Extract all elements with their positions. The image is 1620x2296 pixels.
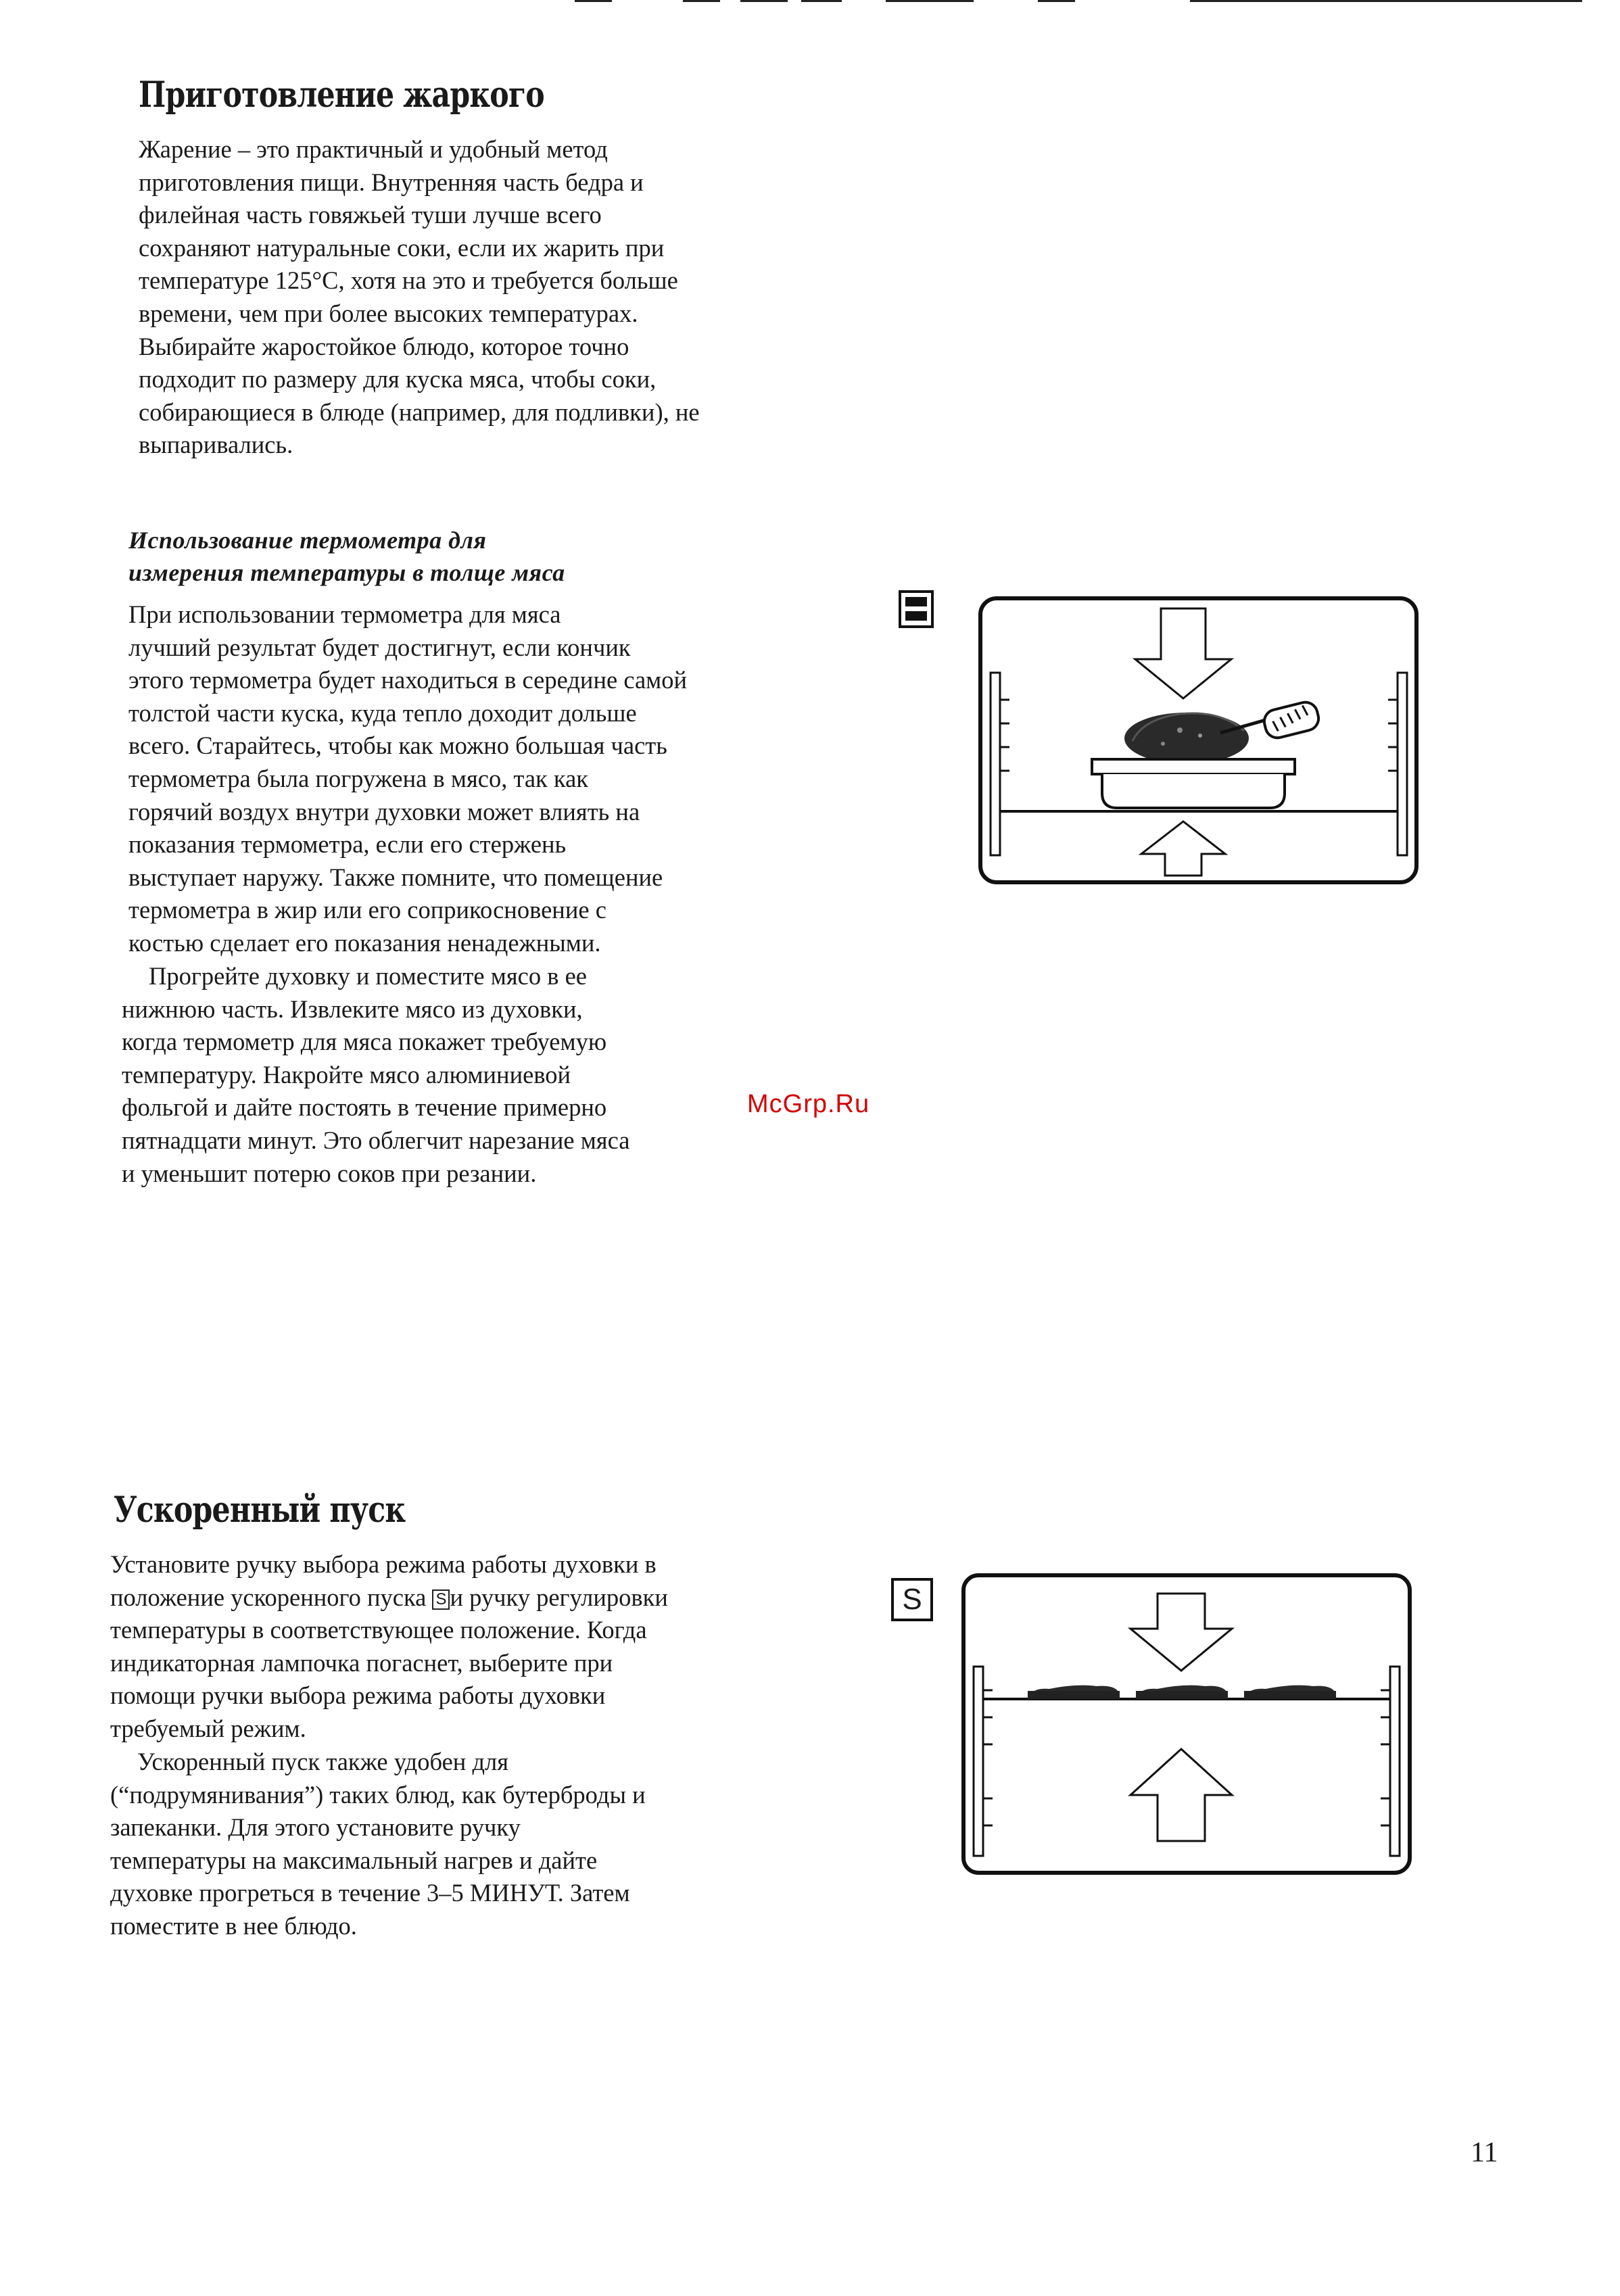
text-line: запеканки. Для этого установите ручку	[110, 1813, 521, 1842]
text-line: Ускоренный пуск также удобен для	[137, 1748, 509, 1775]
text-line: фольгой и дайте постоять в течение примерно	[122, 1093, 607, 1122]
title-line: измерения температуры в толще мяса	[128, 559, 565, 586]
text-line: термометра в жир или его соприкосновение с	[128, 896, 606, 924]
text-line: выпаривались.	[139, 431, 293, 459]
text-line: собирающиеся в блюде (например, для подливки), не	[139, 398, 700, 426]
text-line: температуры на максимальный нагрев и дайте	[110, 1846, 598, 1874]
subsection-title-thermometer	[128, 524, 565, 589]
heat-arrow-up-icon	[1141, 821, 1225, 876]
text-line: костью сделает его показания ненадежными.	[128, 928, 601, 957]
oven-fast-start-diagram	[960, 1572, 1433, 1883]
top-rule	[801, 0, 842, 2]
text-line: лучший результат будет достигнут, если кончик	[128, 633, 631, 661]
heat-arrow-down-icon	[1130, 1594, 1232, 1671]
top-rule	[683, 0, 720, 2]
text-line: нижнюю часть. Извлеките мясо из духовки,	[122, 995, 583, 1023]
top-rule	[575, 0, 612, 2]
text-line: температуре 125°С, хотя на это и требуется больше	[139, 266, 678, 295]
text-line: температуру. Накройте мясо алюминиевой	[122, 1060, 571, 1089]
text-line: когда термометр для мяса покажет требуемую	[122, 1028, 607, 1056]
toast-sandwich-icon	[1244, 1685, 1336, 1699]
text-line: Выбирайте жаростойкое блюдо, которое точно	[139, 332, 629, 360]
text-segment: и ручку регулировки	[450, 1583, 668, 1611]
text-line: выступает наружу. Также помните, что помещение	[128, 863, 663, 891]
text-line: сохраняют натуральные соки, если их жарить при	[139, 233, 665, 262]
thermometer-paragraph-1	[128, 598, 872, 960]
roasting-dish-icon	[1092, 759, 1295, 808]
text-line: показания термометра, если его стержень	[128, 830, 567, 859]
text-line: горячий воздух внутри духовки может влиять на	[128, 797, 640, 826]
text-line: толстой части куска, куда тепло доходит дольше	[128, 698, 637, 727]
text-line: Прогрейте духовку и поместите мясо в ее	[149, 962, 587, 990]
text-line: приготовления пищи. Внутренняя часть бедра и	[139, 168, 644, 196]
roasting-paragraph	[139, 133, 882, 462]
text-line: всего. Старайтесь, чтобы как можно большая часть	[128, 732, 667, 760]
text-line: Жарение – это практичный и удобный метод	[139, 135, 608, 163]
text-line: температуры в соответствующее положение. Когда	[110, 1616, 647, 1644]
top-rule	[886, 0, 974, 2]
text-line: филейная часть говяжьей туши лучше всего	[139, 201, 602, 229]
text-line: поместите в нее блюдо.	[110, 1911, 357, 1940]
text-line: Установите ручку выбора режима работы духовки в	[110, 1550, 657, 1578]
section-title-roasting: Приготовление жаркого	[139, 74, 544, 116]
text-line: этого термометра будет находиться в середине самой	[128, 666, 688, 694]
text-line: духовке прогреться в течение 3–5 МИНУТ. Затем	[110, 1879, 630, 1907]
text-line: пятнадцати минут. Это облегчит нарезание мяса	[122, 1126, 630, 1154]
fast-start-paragraph-2	[110, 1746, 867, 1943]
page-number: 11	[1471, 2137, 1498, 2168]
watermark: McGrp.Ru	[747, 1090, 870, 1118]
roast-meat-icon	[1124, 713, 1249, 764]
heat-arrow-down-icon	[1135, 608, 1231, 698]
text-line: помощи ручки выбора режима работы духовки	[110, 1681, 606, 1710]
fast-start-paragraph-1	[110, 1548, 867, 1746]
text-line: требуемый режим.	[110, 1714, 306, 1742]
text-line: термометра была погружена в мясо, так как	[128, 764, 589, 792]
thermometer-paragraph-2	[122, 960, 872, 1190]
fast-start-symbol-icon: S	[432, 1589, 450, 1610]
heat-arrow-up-icon	[1130, 1749, 1232, 1841]
toast-sandwich-icon	[1028, 1685, 1120, 1699]
toast-sandwich-icon	[1136, 1685, 1228, 1699]
text-line: подходит по размеру для куска мяса, чтобы соки,	[139, 365, 657, 393]
text-line: индикаторная лампочка погаснет, выберите при	[110, 1648, 613, 1677]
text-segment: положение ускоренного пуска	[110, 1583, 433, 1611]
top-rule	[1038, 0, 1075, 2]
text-line: и уменьшит потерю соков при резании.	[122, 1159, 537, 1187]
top-bottom-heat-icon	[900, 592, 932, 627]
fast-start-mode-icon: S	[891, 1578, 933, 1621]
section-title-fast-start: Ускоренный пуск	[114, 1489, 406, 1531]
title-line: Использование термометра для	[128, 527, 487, 554]
oven-roasting-diagram	[889, 581, 1430, 892]
text-line: (“подрумянивания”) таких блюд, как бутерброды и	[110, 1780, 646, 1809]
text-line: При использовании термометра для мяса	[128, 600, 561, 628]
top-rule	[1190, 0, 1582, 2]
top-rule	[740, 0, 788, 2]
text-line: времени, чем при более высоких температурах.	[139, 299, 638, 327]
text-line	[110, 1581, 867, 1615]
